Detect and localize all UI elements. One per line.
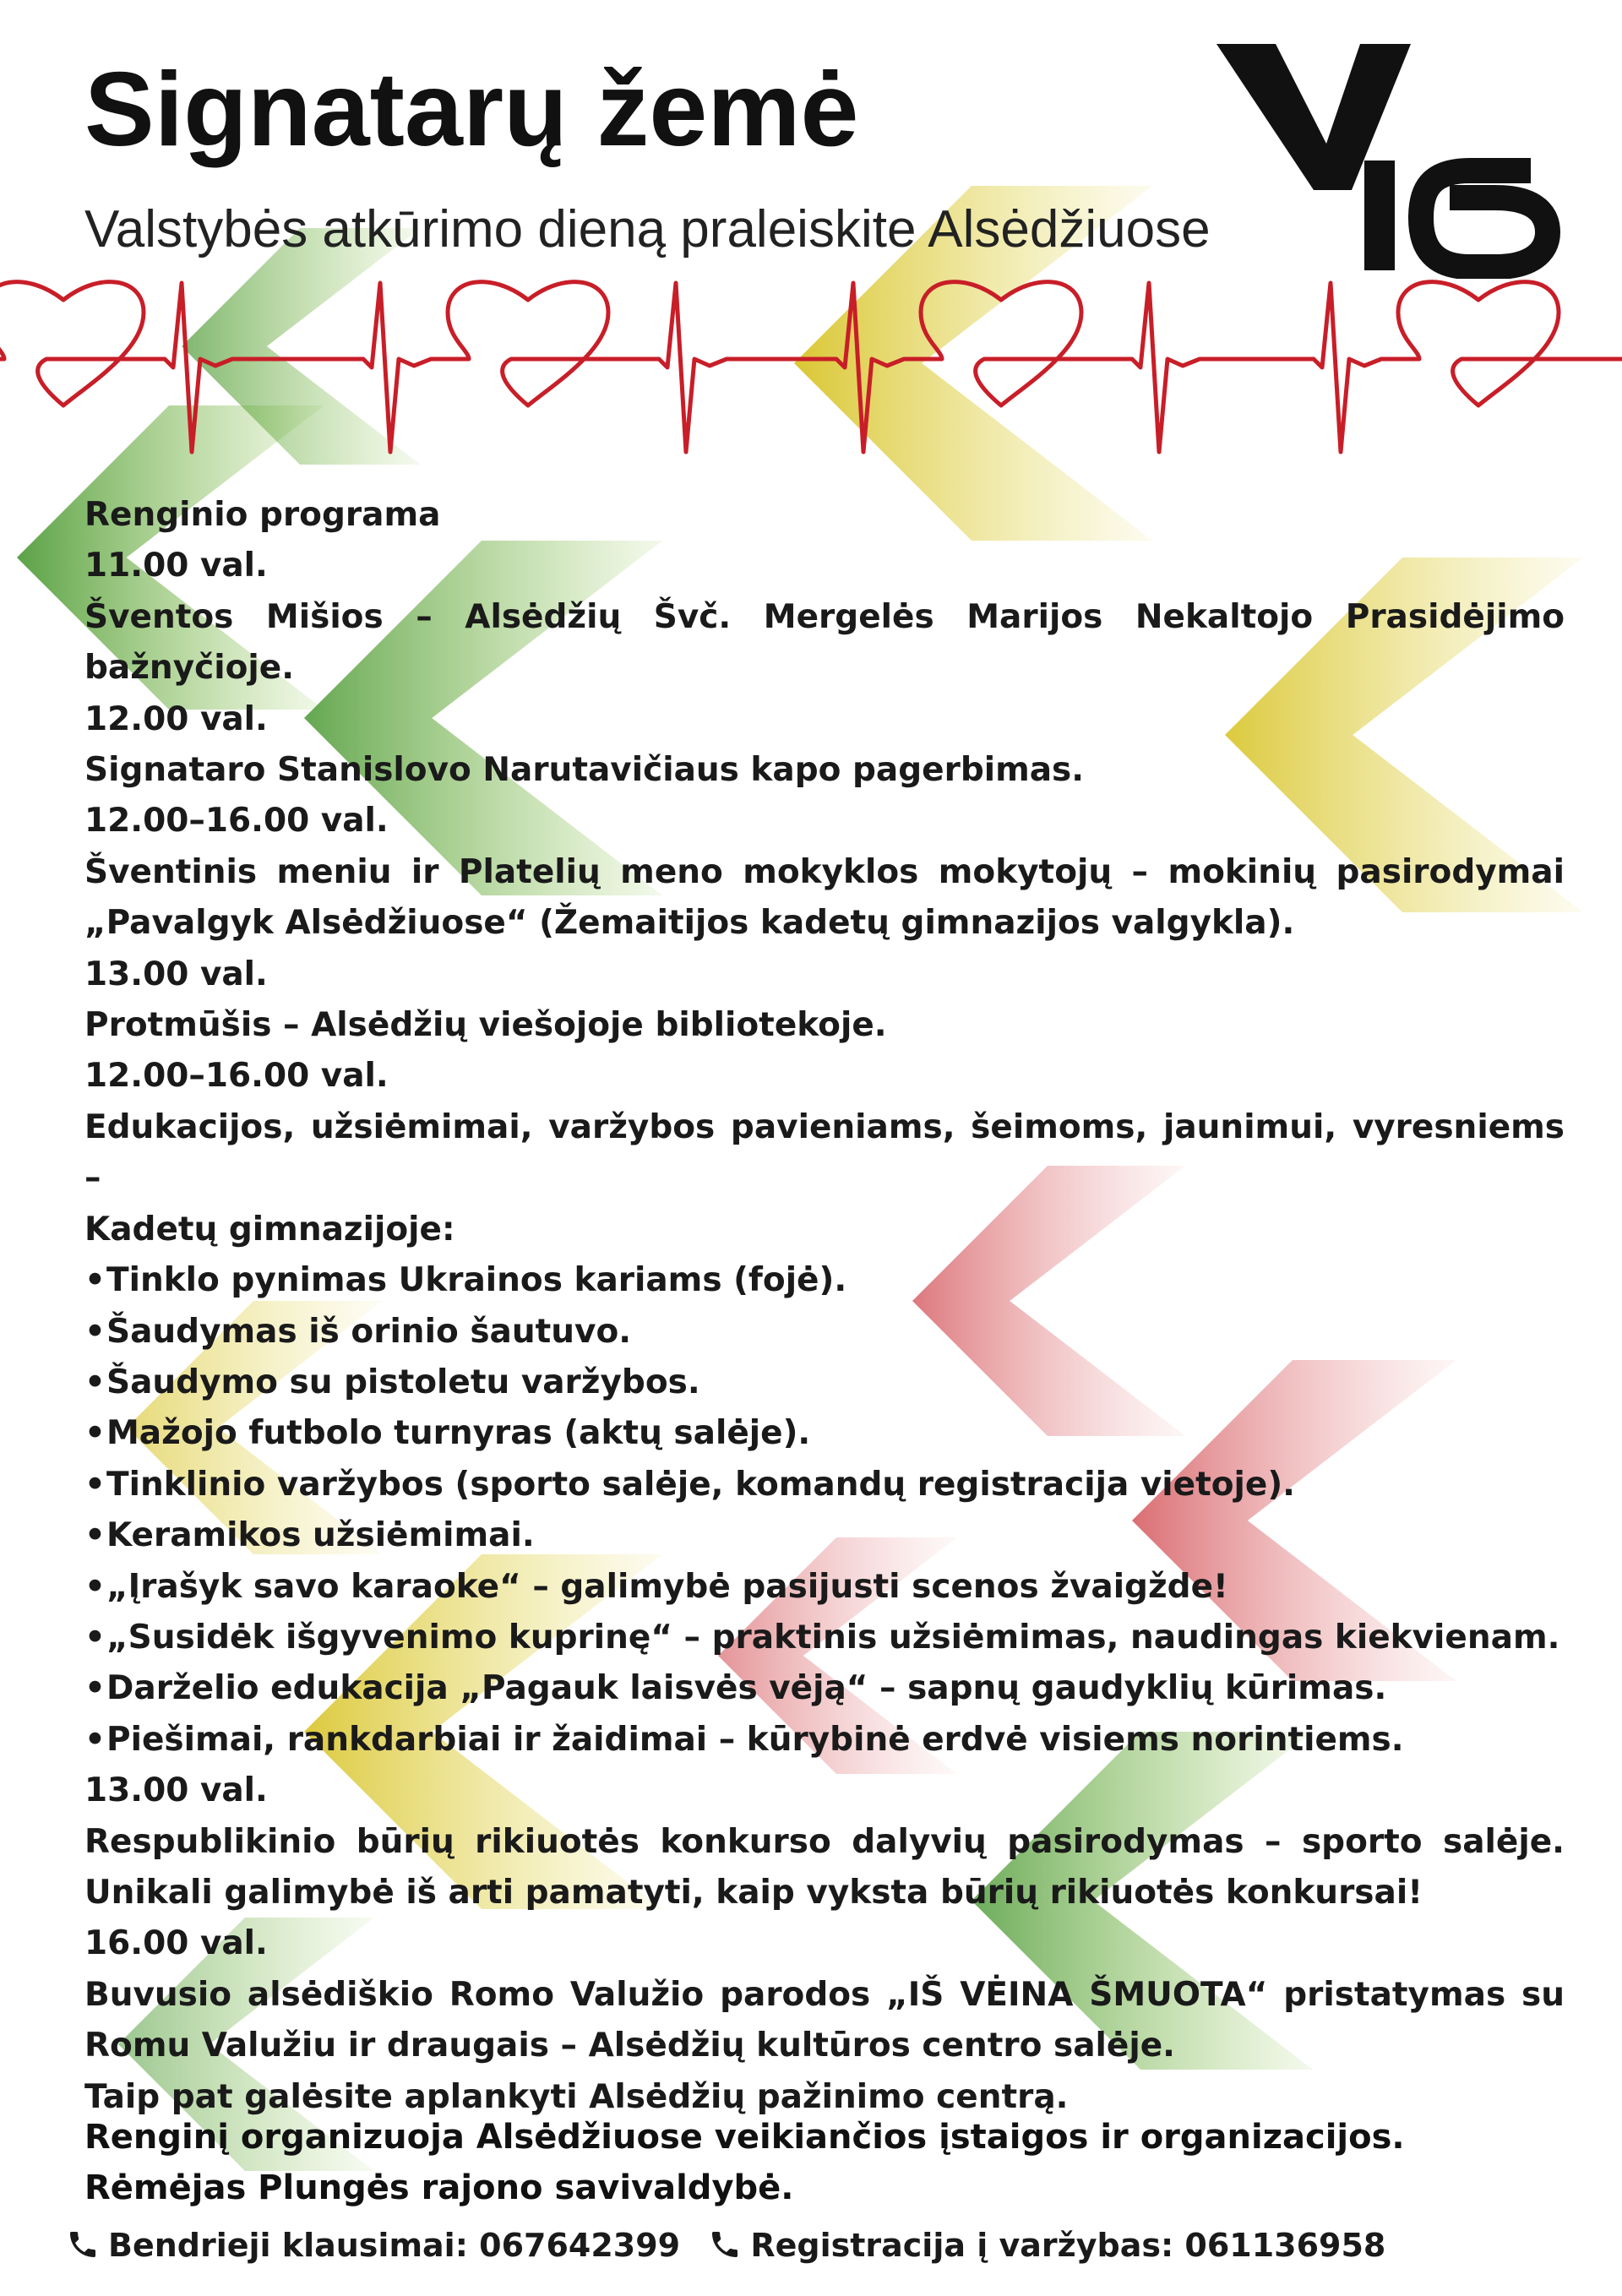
time-label: 12.00–16.00 val. (84, 802, 389, 841)
event-description: Protmūšis – Alsėdžių viešojoje bibliotekoje. (84, 1006, 887, 1045)
bullet-icon: • (84, 1567, 106, 1606)
bullet-icon: • (84, 1516, 106, 1555)
time-label: 12.00–16.00 val. (84, 1057, 389, 1096)
page-title: Signatarų žemė (84, 52, 859, 168)
v16-logo (1216, 42, 1563, 279)
contact-registration: Registracija į varžybas: 061136958 (708, 2220, 1385, 2271)
list-item: •„Įrašyk savo karaoke“ – galimybė pasijusti scenos žvaigžde! (84, 1562, 1565, 1613)
program-heading: Renginio programa (84, 496, 441, 534)
event-description: Signataro Stanislovo Narutavičiaus kapo pagerbimas. (84, 751, 1085, 790)
list-item: •Darželio edukacija „Pagauk laisvės vėją“ – sapnų gaudyklių kūrimas. (84, 1663, 1565, 1714)
list-item: •„Susidėk išgyvenimo kuprinę“ – praktinis užsiėmimas, naudingas kiekvienam. (84, 1613, 1565, 1663)
organizers-note (84, 2112, 1405, 2213)
page-subtitle: Valstybės atkūrimo dieną praleiskite Alsėdžiuose (84, 200, 1211, 258)
bullet-icon: • (84, 1465, 106, 1504)
event-description: Šventos Mišios – Alsėdžių Švč. Mergelės Marijos Nekaltojo Prasidėjimo (84, 597, 1565, 636)
heartbeat-line (0, 279, 1622, 456)
contact-bar (66, 2220, 1385, 2271)
list-item: •Mažojo futbolo turnyras (aktų salėje). (84, 1408, 1565, 1459)
time-label: 13.00 val. (84, 1771, 268, 1810)
bullet-icon: • (84, 1261, 106, 1300)
bullet-icon: • (84, 1669, 106, 1708)
list-item: •Piešimai, rankdarbiai ir žaidimai – kūrybinė erdvė visiems norintiems. (84, 1715, 1565, 1766)
time-label: 13.00 val. (84, 955, 268, 993)
time-label: 11.00 val. (84, 547, 268, 585)
bullet-icon: • (84, 1363, 106, 1401)
phone-icon (708, 2228, 742, 2261)
list-item: •Tinklinio varžybos (sporto salėje, komandų registracija vietoje). (84, 1460, 1565, 1510)
organizer-line: Renginį organizuoja Alsėdžiuose veikiančios įstaigos ir organizacijos. (84, 2118, 1405, 2157)
list-item: •Tinklo pynimas Ukrainos kariams (fojė). (84, 1255, 1565, 1306)
list-item: •Šaudymas iš orinio šautuvo. (84, 1307, 1565, 1357)
bullet-icon: • (84, 1720, 106, 1759)
event-description: Romu Valužiu ir draugais – Alsėdžių kultūros centro salėje. (84, 2027, 1175, 2065)
list-item: •Keramikos užsiėmimai. (84, 1510, 1565, 1561)
sponsor-line: Rėmėjas Plungės rajono savivaldybė. (84, 2168, 794, 2207)
event-description: Taip pat galėsite aplankyti Alsėdžių pažinimo centrą. (84, 2077, 1069, 2116)
v16-logo-six (1421, 171, 1548, 267)
time-label: 16.00 val. (84, 1924, 268, 1963)
event-description: Buvusio alsėdiškio Romo Valužio parodos „IŠ VĖINA ŠMUOTA“ pristatymas su (84, 1975, 1565, 2014)
bullet-icon: • (84, 1312, 106, 1351)
bullet-icon: • (84, 1414, 106, 1453)
time-label: 12.00 val. (84, 699, 268, 738)
event-description: bažnyčioje. (84, 649, 295, 688)
event-description: Unikali galimybė iš arti pamatyti, kaip vyksta būrių rikiuotės konkursai! (84, 1873, 1423, 1912)
phone-icon (66, 2228, 100, 2261)
contact-general: Bendrieji klausimai: 067642399 (66, 2220, 680, 2271)
bullet-icon: • (84, 1618, 106, 1657)
v16-logo-one (1364, 161, 1395, 270)
event-program (84, 490, 1565, 2123)
event-description: Edukacijos, užsiėmimai, varžybos pavieniams, šeimoms, jaunimui, vyresniems – (84, 1107, 1565, 1198)
list-item: •Šaudymo su pistoletu varžybos. (84, 1357, 1565, 1408)
event-description: „Pavalgyk Alsėdžiuose“ (Žemaitijos kadetų gimnazijos valgykla). (84, 904, 1295, 943)
event-description: Respublikinio būrių rikiuotės konkurso dalyvių pasirodymas – sporto salėje. (84, 1822, 1565, 1861)
event-description: Šventinis meniu ir Platelių meno mokyklos mokytojų – mokinių pasirodymai (84, 852, 1565, 891)
event-description: Kadetų gimnazijoje: (84, 1210, 455, 1249)
